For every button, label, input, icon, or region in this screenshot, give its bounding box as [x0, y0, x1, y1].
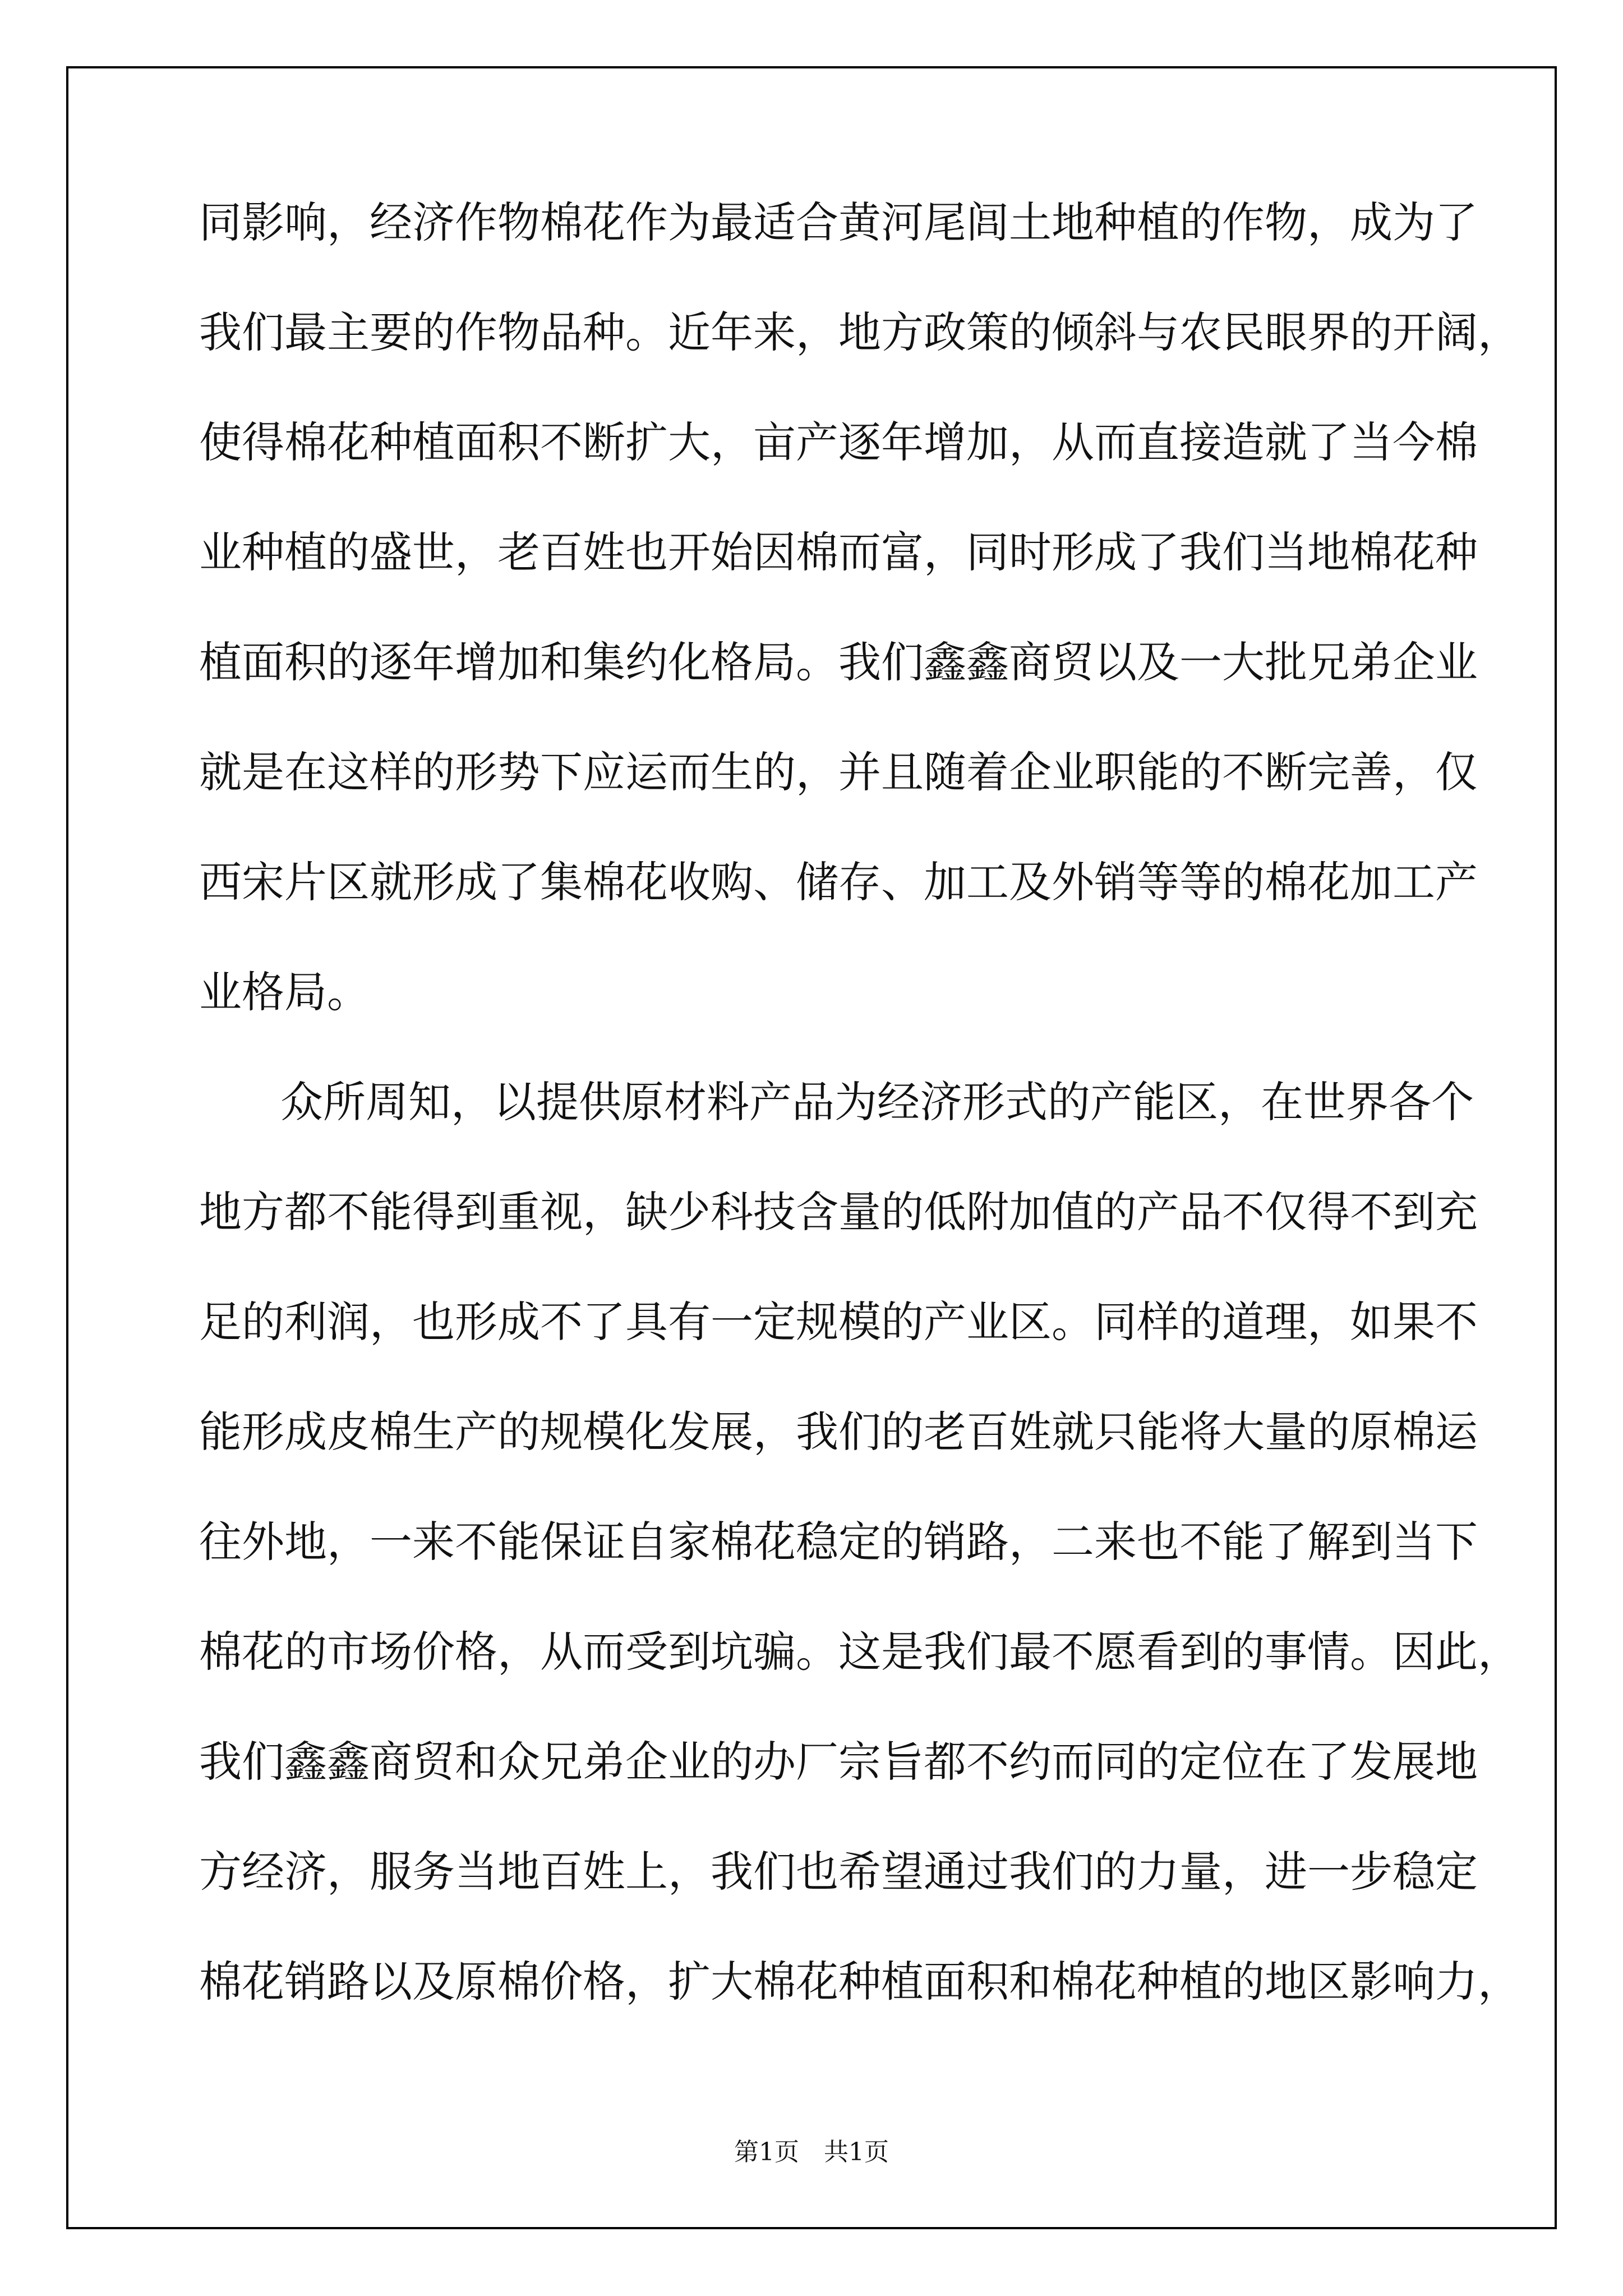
text-line: 植面积的逐年增加和集约化格局。我们鑫鑫商贸以及一大批兄弟企业	[199, 637, 1478, 687]
text-line: 棉花的市场价格，从而受到坑骗。这是我们最不愿看到的事情。因此，	[199, 1627, 1520, 1677]
text-line: 同影响，经济作物棉花作为最适合黄河尾闾土地种植的作物，成为了	[199, 197, 1478, 247]
text-line: 能形成皮棉生产的规模化发展，我们的老百姓就只能将大量的原棉运	[199, 1407, 1478, 1457]
text-line: 往外地，一来不能保证自家棉花稳定的销路，二来也不能了解到当下	[199, 1517, 1478, 1567]
text-line: 业格局。	[199, 967, 370, 1017]
text-line: 就是在这样的形势下应运而生的，并且随着企业职能的不断完善，仅	[199, 747, 1478, 797]
page-number-footer: 第1页 共1页	[734, 2138, 889, 2166]
text-line: 西宋片区就形成了集棉花收购、储存、加工及外销等等的棉花加工产	[199, 857, 1478, 907]
paragraph-start-line: 众所周知，以提供原材料产品为经济形式的产能区，在世界各个	[280, 1077, 1474, 1127]
text-line: 地方都不能得到重视，缺少科技含量的低附加值的产品不仅得不到充	[199, 1187, 1478, 1237]
text-line: 棉花销路以及原棉价格，扩大棉花种植面积和棉花种植的地区影响力，	[199, 1957, 1520, 2007]
text-line: 我们最主要的作物品种。近年来，地方政策的倾斜与农民眼界的开阔，	[199, 307, 1520, 357]
text-line: 方经济，服务当地百姓上，我们也希望通过我们的力量，进一步稳定	[199, 1847, 1478, 1897]
text-line: 业种植的盛世，老百姓也开始因棉而富，同时形成了我们当地棉花种	[199, 527, 1478, 577]
text-line: 使得棉花种植面积不断扩大，亩产逐年增加，从而直接造就了当今棉	[199, 417, 1478, 467]
text-line: 我们鑫鑫商贸和众兄弟企业的办厂宗旨都不约而同的定位在了发展地	[199, 1737, 1478, 1787]
document-body	[199, 197, 1520, 2068]
text-line: 足的利润，也形成不了具有一定规模的产业区。同样的道理，如果不	[199, 1297, 1478, 1347]
